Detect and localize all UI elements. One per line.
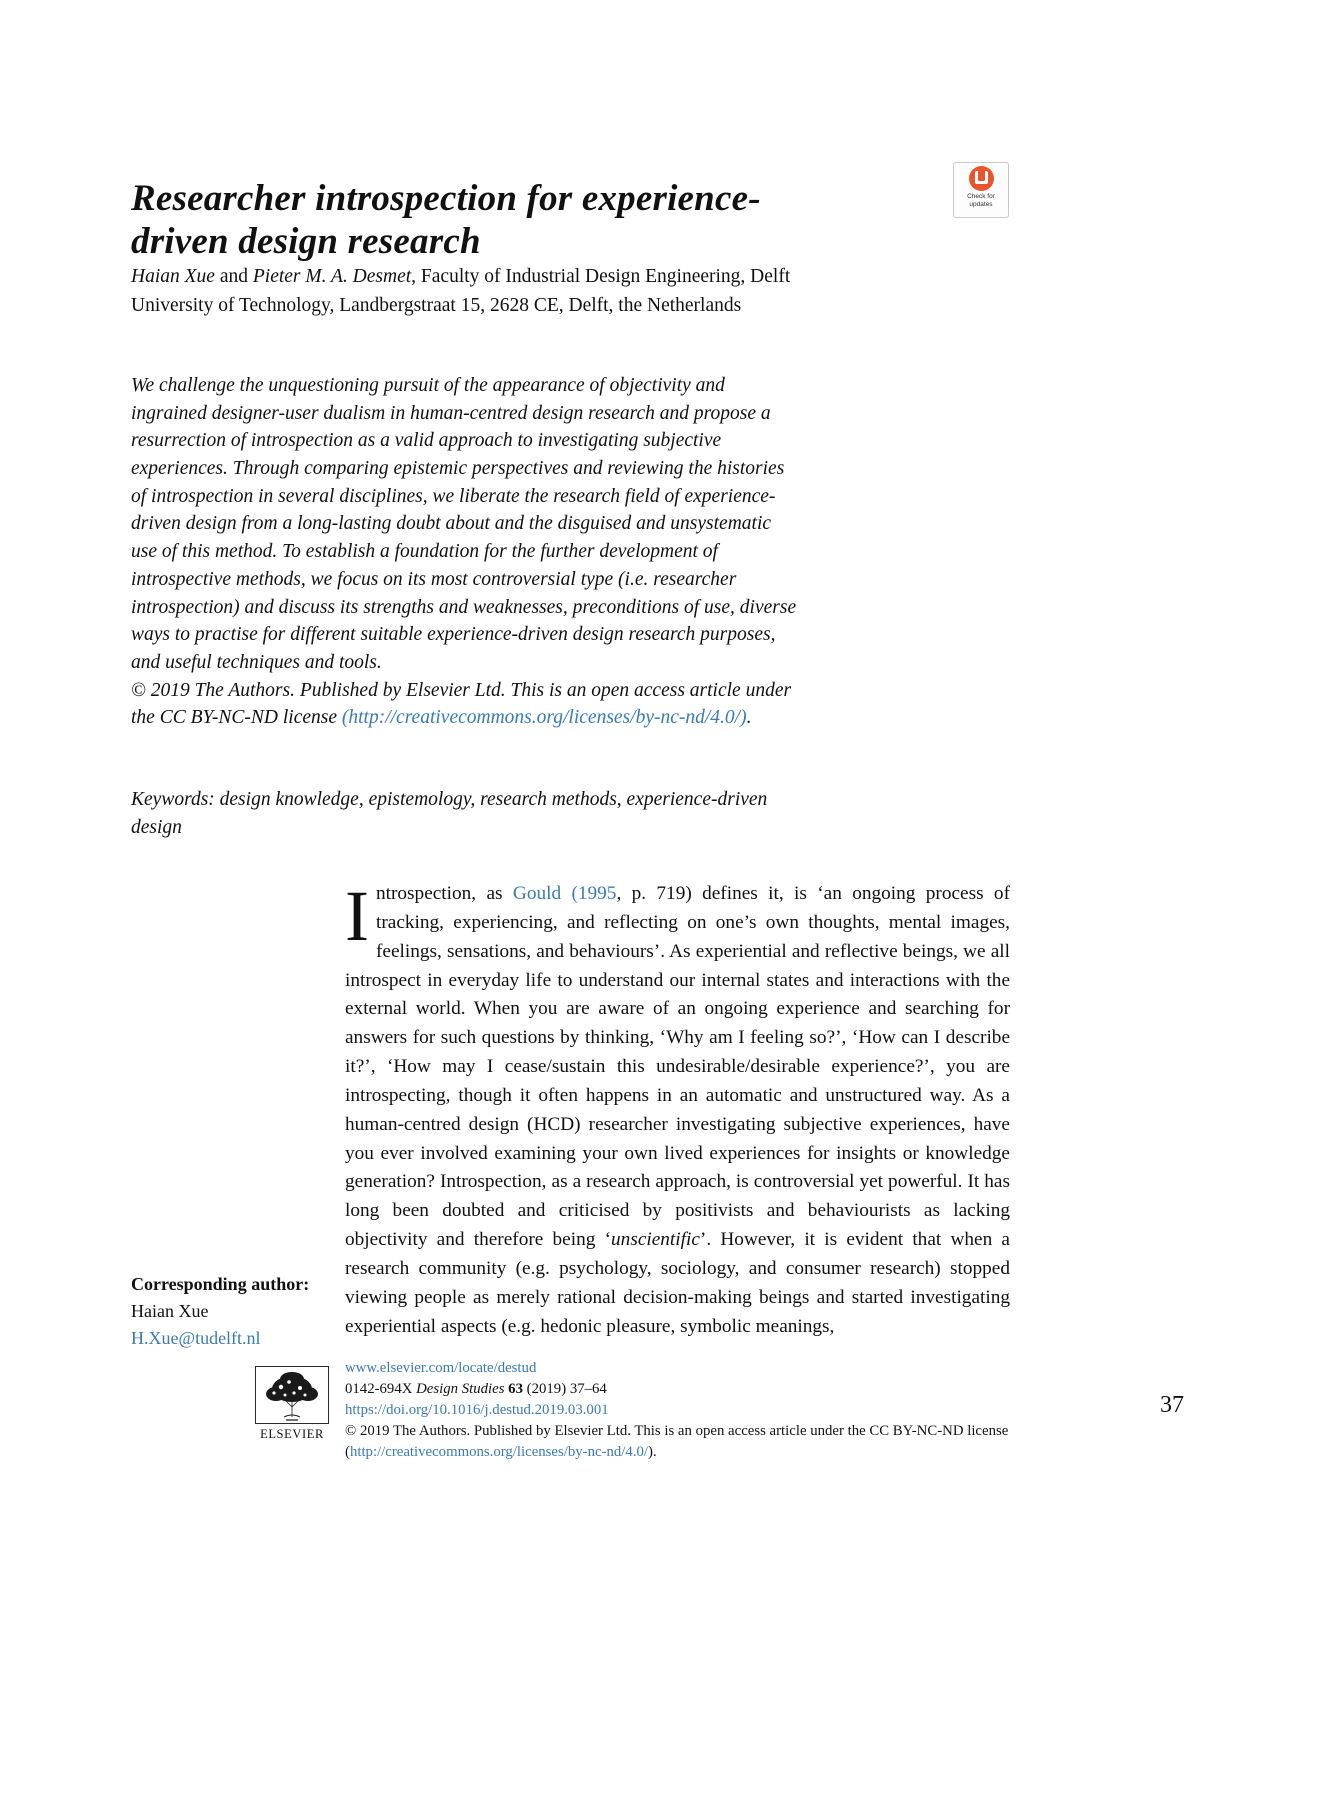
license-post-text: . (746, 707, 752, 729)
footer-year-pages: (2019) 37–64 (522, 1381, 607, 1397)
body-italic-unscientific: unscientific (611, 1229, 700, 1251)
keywords-list: design knowledge, epistemology, research methods, experience-driven design (131, 789, 768, 838)
footer-metadata (345, 1358, 1015, 1463)
footer-doi-link[interactable]: https://doi.org/10.1016/j.destud.2019.03.001 (345, 1402, 609, 1418)
footer-copyright (345, 1421, 1015, 1463)
crossmark-line2: updates (969, 201, 993, 208)
body-paragraph (345, 876, 1010, 1342)
corresponding-author-name: Haian Xue (131, 1301, 209, 1321)
footer-issn: 0142-694X (345, 1381, 417, 1397)
crossmark-icon (969, 166, 994, 191)
author-name-2: Pieter M. A. Desmet (252, 266, 412, 287)
footer-journal-name: Design Studies (416, 1381, 505, 1397)
abstract-text: We challenge the unquestioning pursuit of the appearance of objectivity and ingrained designer-user dualism in human-centred design research and propose a resurrection of introspection as a valid approach to investigating subjective experiences. Through comparing epistemic perspectives and reviewing the histories of introspection in several disciplines, we liberate the research field of experience-driven design from a long-lasting doubt about and the disguised and unsystematic use of this method. To establish a foundation for the further development of introspective methods, we focus on its most controversial type (i.e. researcher introspection) and discuss its strengths and weaknesses, preconditions of use, diverse ways to practise for different suitable experience-driven design research purposes, and useful techniques and tools. (131, 375, 797, 673)
keywords-label: Keywords: (131, 789, 215, 810)
citation-link-gould[interactable]: Gould (1995 (512, 883, 617, 904)
crossmark-line1: Check for (967, 193, 995, 200)
footer-copyright-post: ). (648, 1444, 657, 1460)
body-segment-3: ’. However, it is evident that when a research community (e.g. psychology, sociology, and consumer research) stopped viewing people as merely rational decision-making beings and started investigating experiential aspects (e.g. hedonic pleasure, symbolic meanings, (345, 1229, 1010, 1337)
footer-publisher-url[interactable]: www.elsevier.com/locate/destud (345, 1360, 537, 1376)
footer-copyright-pre: © 2019 The Authors. Published by Elsevier Ltd. This is an open access article under the CC BY-NC-ND license ( (345, 1423, 1009, 1460)
body-segment-2: , p. 719) defines it, is ‘an ongoing process of tracking, experiencing, and reflecting on one’s own thoughts, mental images, feelings, sensations, and behaviours’. As experiential and reflective beings, we all introspect in everyday life to understand our internal states and interactions with the external world. When you are aware of an ongoing experience and searching for answers for such questions by thinking, ‘Why am I feeling so?’, ‘How can I describe it?’, ‘How may I cease/sustain this undesirable/desirable experience?’, you are introspecting, though it often happens in an automatic and unstructured way. As a human-centred design (HCD) researcher investigating subjective experiences, have you ever involved examining your own lived experiences for insights or knowledge generation? Introspection, as a research approach, is controversial yet powerful. It has long been doubted and criticised by positivists and behaviourists as lacking objectivity and therefore being ‘ (345, 883, 1010, 1251)
elsevier-logo (252, 1366, 332, 1442)
drop-cap: I (345, 876, 369, 956)
elsevier-tree-icon (255, 1366, 329, 1424)
license-pre-text: © 2019 The Authors. Published by Elsevier Ltd. This is an open access article under the CC BY-NC-ND license (131, 679, 792, 729)
abstract (131, 372, 799, 732)
body-segment-1: ntrospection, as (375, 883, 513, 904)
corresponding-author-email[interactable]: H.Xue@tudelft.nl (131, 1328, 261, 1348)
keywords (131, 786, 791, 841)
authors-affiliation (131, 263, 791, 321)
footer-citation-line (345, 1379, 1015, 1400)
footer-copyright-url[interactable]: http://creativecommons.org/licenses/by-nc-nd/4.0/ (349, 1444, 648, 1460)
corresponding-author-block (131, 1271, 346, 1352)
corresponding-author-heading: Corresponding author: (131, 1274, 310, 1294)
abstract-license (131, 677, 799, 732)
affiliation-text: , Faculty of Industrial Design Engineering, Delft University of Technology, Landbergstraat 15, 2628 CE, Delft, the Netherlands (131, 266, 791, 316)
page-title: Researcher introspection for experience-driven design research (131, 177, 761, 263)
author-conjunction: and (214, 266, 253, 287)
page-number: 37 (1160, 1392, 1184, 1418)
license-url-link[interactable]: (http://creativecommons.org/licenses/by-nc-nd/4.0/) (341, 707, 747, 729)
crossmark-check-for-updates-badge[interactable] (953, 162, 1009, 218)
footer-volume: 63 (504, 1381, 523, 1397)
elsevier-wordmark: ELSEVIER (260, 1427, 324, 1441)
author-name-1: Haian Xue (131, 266, 215, 287)
